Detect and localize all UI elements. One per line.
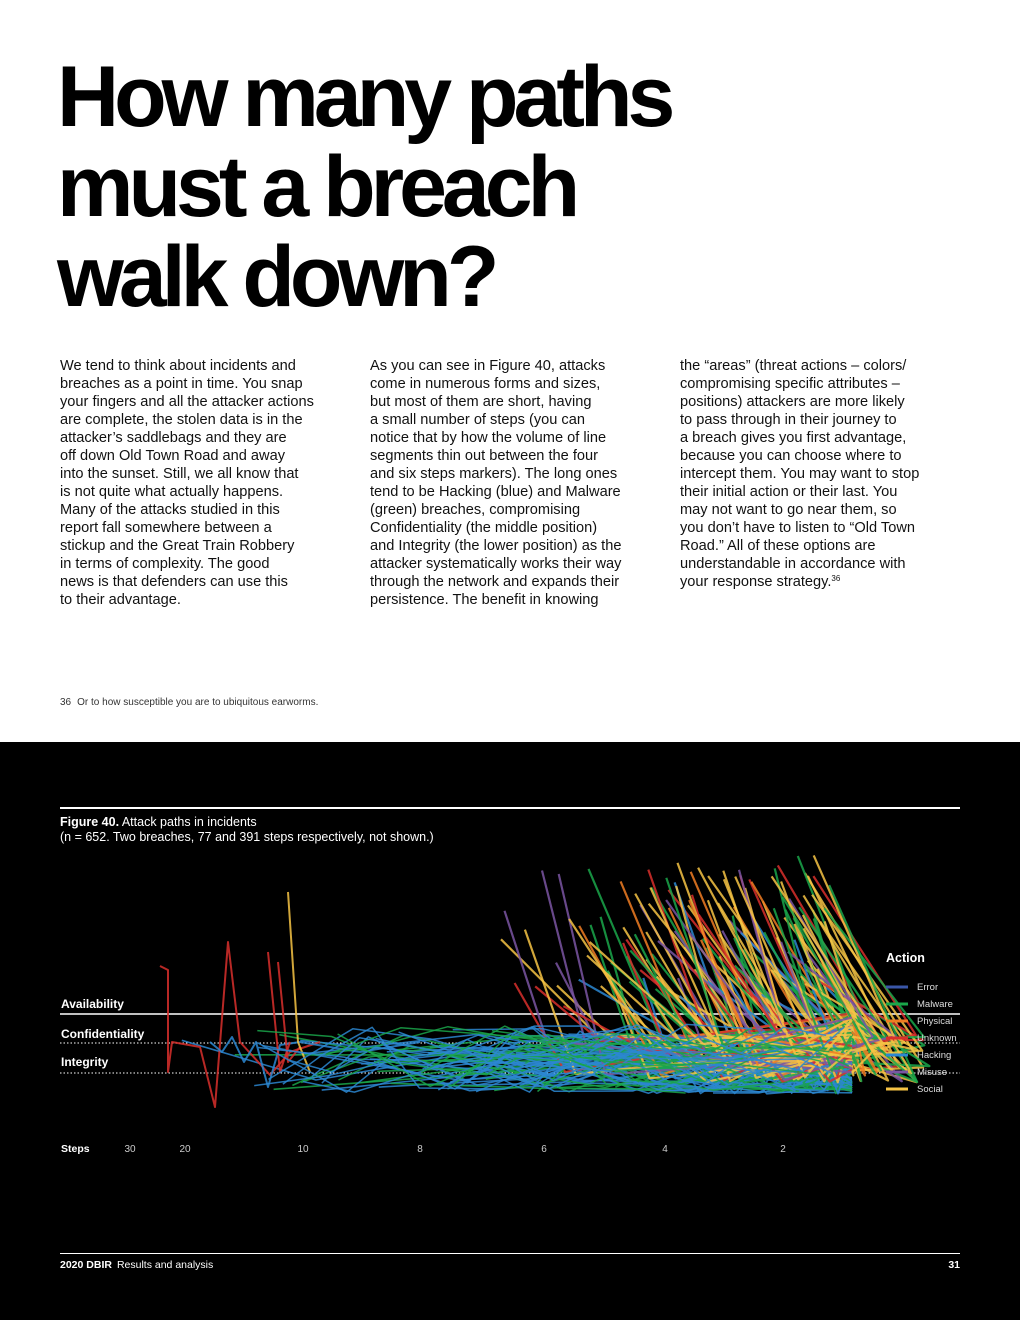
- text-line: persistence. The benefit in knowing: [370, 592, 599, 608]
- text-line: your fingers and all the attacker actions: [60, 394, 314, 410]
- text-line: may not want to go near them, so: [680, 502, 897, 518]
- text-line: positions) attackers are more likely: [680, 394, 905, 410]
- text-line: understandable in accordance with: [680, 556, 906, 572]
- x-tick-label: 10: [297, 1144, 309, 1155]
- text-line: compromising specific attributes –: [680, 376, 900, 392]
- legend-label-social: Social: [917, 1084, 943, 1095]
- legend-label-hacking: Hacking: [917, 1050, 952, 1061]
- text-line: a small number of steps (you can: [370, 412, 585, 428]
- figure-title: Attack paths in incidents: [121, 815, 257, 829]
- figure-label: Figure 40.: [60, 815, 120, 829]
- legend-label-error: Error: [917, 982, 939, 993]
- text-line: Road.” All of these options are: [680, 538, 876, 554]
- text-line: As you can see in Figure 40, attacks: [370, 358, 606, 374]
- text-line: Confidentiality (the middle position): [370, 520, 598, 536]
- attack-paths-chart: [0, 742, 1020, 1242]
- x-tick-label: 4: [662, 1144, 668, 1155]
- footnote-ref[interactable]: 36: [831, 574, 841, 583]
- text-line: in terms of complexity. The good: [60, 556, 270, 572]
- text-line: (green) breaches, compromising: [370, 502, 581, 518]
- x-tick-label: 2: [780, 1144, 786, 1155]
- footnote: [60, 697, 318, 708]
- text-line: breaches as a point in time. You snap: [60, 376, 303, 392]
- text-line: notice that by how the volume of line: [370, 430, 607, 446]
- text-line: because you can choose where to: [680, 448, 902, 464]
- legend-label-misuse: Misuse: [917, 1067, 948, 1078]
- body-column-1: [60, 357, 352, 609]
- text-line: and six steps markers). The long ones: [370, 466, 618, 482]
- body-column-3: [680, 357, 972, 591]
- title-line: How many paths: [57, 49, 671, 145]
- text-line: news is that defenders can use this: [60, 574, 288, 590]
- y-label-availability: Availability: [61, 997, 124, 1011]
- legend-label-unknown: Unknown: [917, 1033, 957, 1044]
- text-line: come in numerous forms and sizes,: [370, 376, 601, 392]
- figure-subtitle: (n = 652. Two breaches, 77 and 391 steps respectively, not shown.): [60, 830, 434, 844]
- legend-title: Action: [886, 951, 925, 965]
- footnote-text: Or to how susceptible you are to ubiquitous earworms.: [77, 697, 319, 708]
- text-line: are complete, the stolen data is in the: [60, 412, 303, 428]
- page-title: [57, 49, 671, 325]
- footnote-number: 36: [60, 697, 72, 708]
- footer-rule: [60, 1253, 960, 1254]
- text-line: is not quite what actually happens.: [60, 484, 284, 500]
- footer-brand: 2020 DBIR: [60, 1259, 112, 1271]
- text-line: to their advantage.: [60, 592, 181, 608]
- text-line: you don’t have to listen to “Old Town: [680, 520, 915, 536]
- legend-label-physical: Physical: [917, 1016, 953, 1027]
- title-line: walk down?: [57, 229, 495, 325]
- text-line: their initial action or their last. You: [680, 484, 898, 500]
- y-label-confidentiality: Confidentiality: [61, 1027, 145, 1041]
- y-label-integrity: Integrity: [61, 1055, 109, 1069]
- text-line: through the network and expands their: [370, 574, 620, 590]
- text-line: [680, 573, 972, 591]
- body-column-2: [370, 357, 662, 609]
- text-line: a breach gives you first advantage,: [680, 430, 907, 446]
- page-number: 31: [948, 1259, 960, 1271]
- text-line: tend to be Hacking (blue) and Malware: [370, 484, 621, 500]
- legend-label-malware: Malware: [917, 999, 953, 1010]
- text-line: report fall somewhere between a: [60, 520, 272, 536]
- x-tick-label: 8: [417, 1144, 423, 1155]
- text-line: the “areas” (threat actions – colors/: [680, 358, 907, 374]
- text-line-end: your response strategy.: [680, 574, 832, 590]
- text-line: but most of them are short, having: [370, 394, 592, 410]
- text-line: stickup and the Great Train Robbery: [60, 538, 295, 554]
- text-line: and Integrity (the lower position) as the: [370, 538, 622, 554]
- x-axis-label: Steps: [61, 1143, 90, 1155]
- text-line: to pass through in their journey to: [680, 412, 897, 428]
- text-line: attacker systematically works their way: [370, 556, 622, 572]
- text-line: attacker’s saddlebags and they are: [60, 430, 287, 446]
- text-line: We tend to think about incidents and: [60, 358, 296, 374]
- early-path-social: [288, 892, 310, 1072]
- text-line: intercept them. You may want to stop: [680, 466, 920, 482]
- text-line: into the sunset. Still, we all know that: [60, 466, 299, 482]
- x-tick-label: 20: [179, 1144, 191, 1155]
- footer-section: Results and analysis: [116, 1259, 214, 1271]
- text-line: off down Old Town Road and away: [60, 448, 285, 464]
- x-tick-label: 6: [541, 1144, 547, 1155]
- text-line: Many of the attacks studied in this: [60, 502, 280, 518]
- footer-left: [60, 1259, 213, 1271]
- x-tick-label: 30: [124, 1144, 136, 1155]
- title-line: must a breach: [57, 139, 576, 235]
- text-line: segments thin out between the four: [370, 448, 598, 464]
